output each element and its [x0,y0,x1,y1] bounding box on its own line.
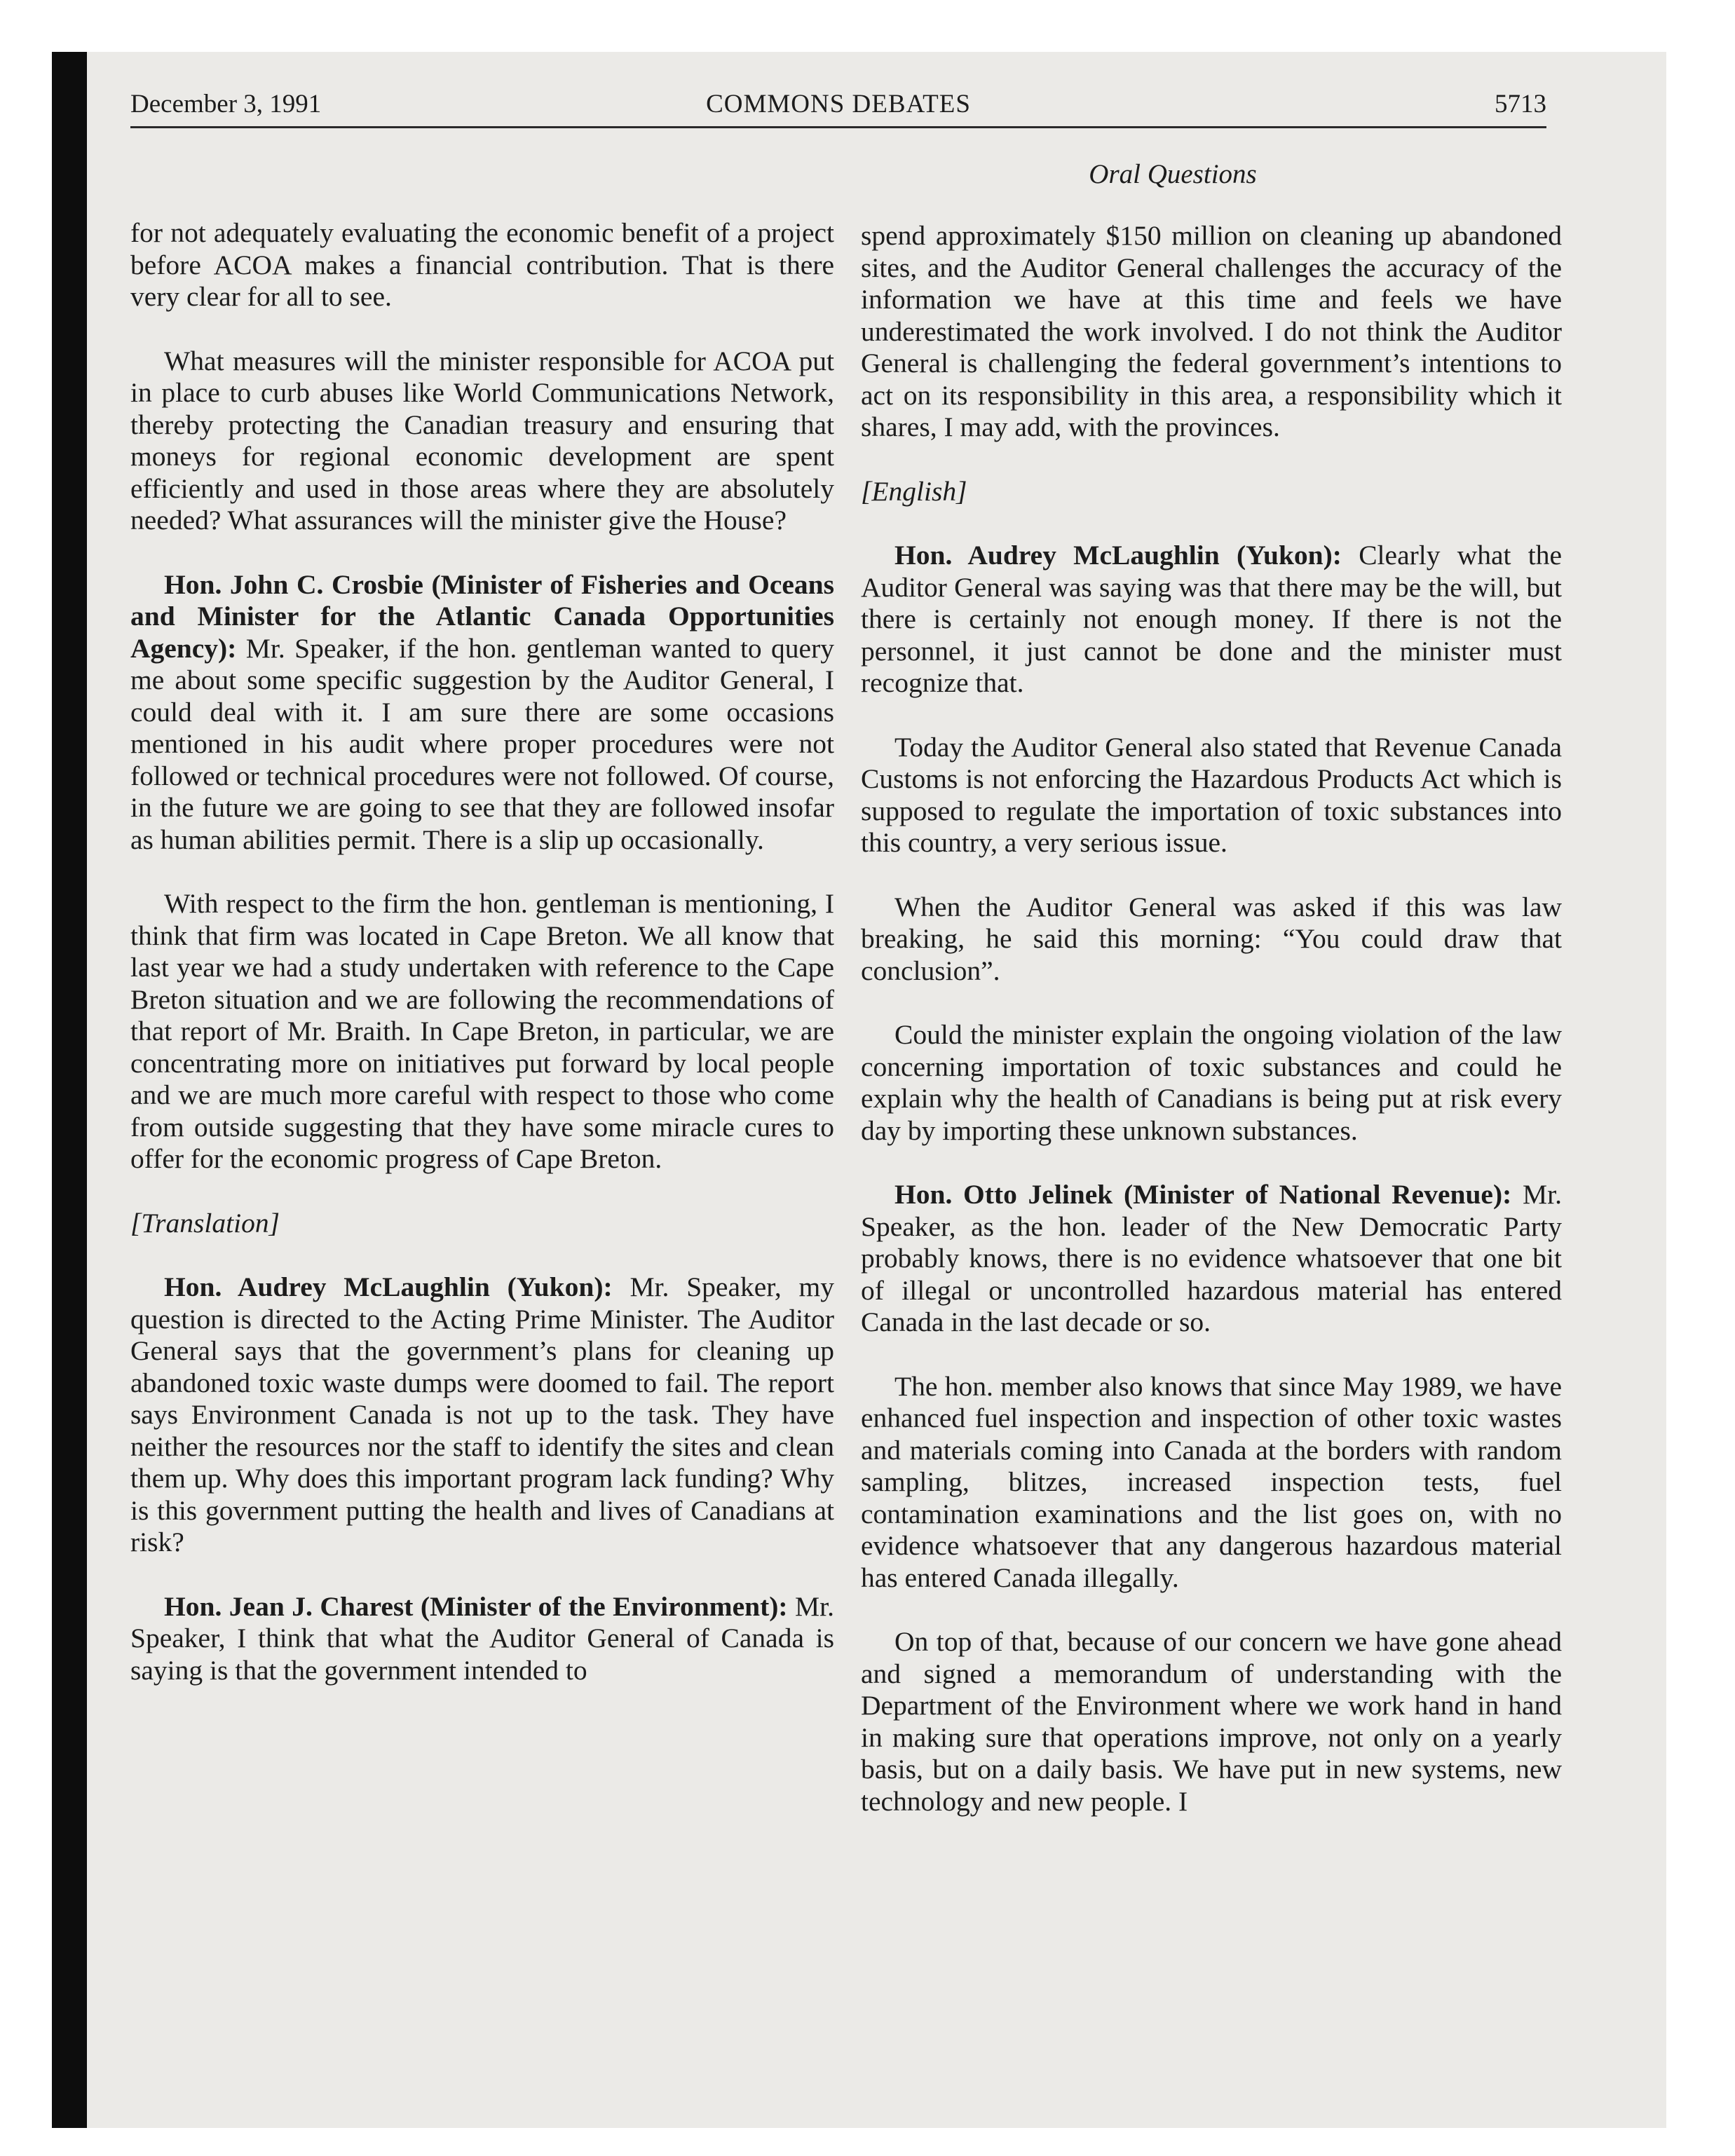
paragraph: Could the minister explain the ongoing violation of the law concerning importation of toxic substances and could he explain why the health of Canadians is being put at risk every day by importing these unknown substances. [861,1019,1562,1146]
speech-text: Mr. Speaker, if the hon. gentleman wanted to query me about some specific suggestion by the Auditor General, I could deal with it. I am sure there are some occasions mentioned in his audit where proper procedures were not followed or technical procedures were not followed. Of course, in the future we are going to see that they are followed insofar as human abilities permit. There is a slip up occasionally. [130,632,834,855]
paragraph: When the Auditor General was asked if this was law breaking, he said this morning: “You could draw that conclusion”. [861,891,1562,986]
speech-text: Mr. Speaker, as the hon. leader of the New Democratic Party probably knows, there is no evidence whatsoever that one bit of illegal or uncontrolled hazardous material has entered Canada in the last decade or so. [861,1179,1562,1337]
speaker-name: Hon. Audrey McLaughlin (Yukon): [164,1271,613,1302]
speech [130,569,834,857]
paragraph: The hon. member also knows that since May 1989, we have enhanced fuel inspection and inspection of other toxic wastes and materials coming into Canada at the borders with random sampling, blitzes, increased inspection tests, fuel contamination examinations and the list goes on, with no evidence whatsoever that any dangerous hazardous material has entered Canada illegally. [861,1370,1562,1593]
bracket-open: [ [130,1207,142,1239]
language-marker [130,1208,834,1240]
speaker-name: Hon. Audrey McLaughlin (Yukon): [894,540,1342,571]
speaker-name: Hon. John C. Crosbie (Minister of Fisheries and Oceans and Minister for the Atlantic Canada Opportunities Agency): [130,568,834,664]
paragraph: With respect to the firm the hon. gentleman is mentioning, I think that firm was located in Cape Breton. We all know that last year we had a study undertaken with reference to the Cape Breton situation and we are following the recommendations of that report of Mr. Braith. In Cape Breton, in particular, we are concentrating more on initiatives put forward by local people and we are much more careful with respect to those who come from outside suggesting that they have some miracle cures to offer for the economic progress of Cape Breton. [130,888,834,1174]
speech [130,1271,834,1559]
header-title: COMMONS DEBATES [706,90,971,118]
speech [130,1591,834,1687]
bracket-close: ] [268,1207,280,1239]
bracket-close: ] [956,475,967,507]
speech-text: Mr. Speaker, I think that what the Auditor General of Canada is saying is that the government intended to [130,1590,834,1686]
speech [861,1179,1562,1339]
bracket-open: [ [861,475,872,507]
paragraph: Today the Auditor General also stated that Revenue Canada Customs is not enforcing the Hazardous Products Act which is supposed to regulate the importation of toxic substances into this country, a very serious issue. [861,731,1562,858]
page-number: 5713 [1495,90,1546,118]
speech [861,540,1562,700]
paragraph: spend approximately $150 million on cleaning up abandoned sites, and the Auditor General challenges the accuracy of the information we have at this time and feels we have underestimated the work involved. I do not think the Auditor General is challenging the federal government’s intentions to act on its responsibility in this area, a responsibility which it shares, I may add, with the provinces. [861,220,1562,442]
right-column [861,220,1562,1850]
scan-edge-bar [52,52,87,2128]
speaker-name: Hon. Otto Jelinek (Minister of National Revenue): [894,1179,1512,1210]
speech-text: Mr. Speaker, my question is directed to the Acting Prime Minister. The Auditor General says that the government’s plans for cleaning up abandoned toxic waste dumps were doomed to fail. The report says Environment Canada is not up to the task. They have neither the resources nor the staff to identify the sites and clean them up. Why does this important program lack funding? Why is this government putting the health and lives of Canadians at risk? [130,1271,834,1557]
language-label: English [871,475,957,507]
speech-text: Clearly what the Auditor General was saying was that there may be the will, but there is certainly not enough money. If there is not the personnel, it just cannot be done and the minister must recognize that. [861,540,1562,698]
left-column [130,217,834,1719]
paragraph: On top of that, because of our concern we have gone ahead and signed a memorandum of understanding with the Department of the Environment where we work hand in hand in making sure that operations improve, not only on a yearly basis, but on a daily basis. We have put in new systems, new technology and new people. I [861,1626,1562,1817]
paragraph: What measures will the minister responsible for ACOA put in place to curb abuses like World Communications Network, thereby protecting the Canadian treasury and ensuring that moneys for regional economic development are spent efficiently and used in those areas where they are absolutely needed? What assurances will the minister give the House? [130,345,834,535]
page-header [130,86,1546,128]
language-label: Translation [141,1207,269,1239]
language-marker [861,476,1562,508]
header-date: December 3, 1991 [130,90,322,118]
paragraph: for not adequately evaluating the economic benefit of a project before ACOA makes a financial contribution. That is there very clear for all to see. [130,217,834,312]
section-heading: Oral Questions [1089,159,1257,189]
speaker-name: Hon. Jean J. Charest (Minister of the Environment): [164,1590,788,1622]
